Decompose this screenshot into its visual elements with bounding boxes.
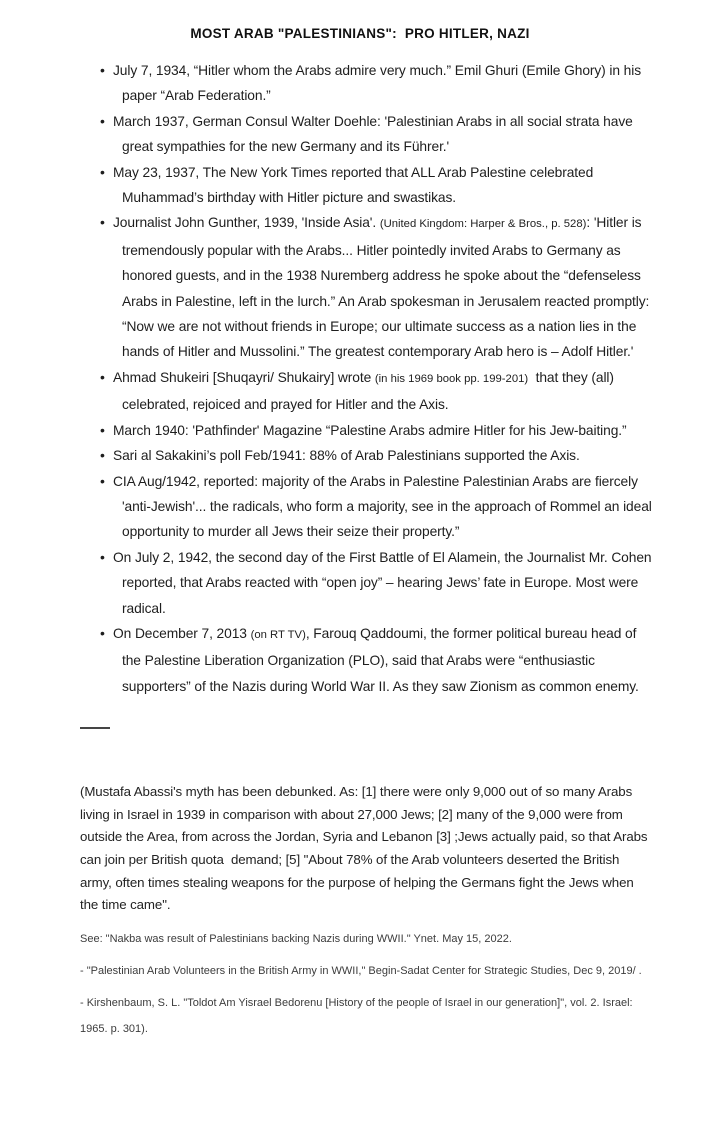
bullet-text: that they (all) celebrated, rejoiced and prayed for Hitler and the Axis. — [122, 369, 618, 413]
bullet-icon: • — [100, 214, 105, 231]
reference-item: See: "Nakba was result of Palestinians backing Nazis during WWII." Ynet. May 15, 2022. — [80, 932, 512, 945]
bullet-text: CIA Aug/1942, reported: majority of the Arabs in Palestine Palestinian Arabs are fiercely 'anti-Jewish'... the radicals, who form a majority, see in the approach of Rommel an ideal opportunity to murder all Jews their seize their property.” — [113, 473, 656, 540]
bullet-text: March 1940: 'Pathfinder' Magazine “Palestine Arabs admire Hitler for his Jew-baiting.” — [113, 422, 627, 438]
bullet-icon: • — [100, 62, 105, 78]
bullet-text: May 23, 1937, The New York Times reported that ALL Arab Palestine celebrated Muhammad’s birthday with Hitler picture and swastikas. — [113, 164, 597, 206]
bullet-text: On December 7, 2013 — [113, 625, 251, 641]
list-item — [100, 365, 656, 418]
list-item — [100, 160, 656, 211]
list-item — [100, 210, 656, 364]
bullet-text: Journalist John Gunther, 1939, 'Inside Asia'. — [113, 215, 380, 231]
bullet-icon: • — [100, 163, 105, 180]
bullet-text: Ahmad Shukeiri [Shuqayri/ Shukairy] wrote — [113, 369, 375, 385]
citation-note: (United Kingdom: Harper & Bros., p. 528) — [379, 218, 587, 231]
reference-item: - "Palestinian Arab Volunteers in the British Army in WWII," Begin-Sadat Center for Strategic Studies, Dec 9, 2019/ . — [80, 964, 642, 977]
references — [80, 926, 650, 1042]
debunk-paragraph: (Mustafa Abassi's myth has been debunked. As: [1] there were only 9,000 out of so many Arabs living in Israel in 1939 in comparison with about 27,000 Jews; [2] many of the 9,000 were from outside the Area, from across the Jordan, Syria and Lebanon [3] ;Jews actually paid, so that Arabs can join per British quota demand; [5] "About 78% of the Arab volunteers deserted the British army, often times stealing weapons for the purpose of helping the Germans fight the Jews when the time came". — [80, 784, 652, 913]
list-item — [100, 621, 656, 699]
reference-item: - Kirshenbaum, S. L. "Toldot Am Yisrael Bedorenu [History of the people of Israel in our generation]", vol. 2. Israel: 1965. p. 301). — [80, 996, 636, 1035]
citation-note: (in his 1969 book pp. 199-201) — [374, 372, 529, 385]
bullet-text: March 1937, German Consul Walter Doehle: 'Palestinian Arabs in all social strata have great sympathies for the new Germany and its Führer.' — [113, 113, 637, 155]
bullet-text: , Farouq Qaddoumi, the former political bureau head of the Palestine Liberation Organization (PLO), said that Arabs were “enthusiastic supporters” of the Nazis during World War II. As they saw Zionism as common enemy. — [122, 625, 641, 694]
list-item — [100, 545, 656, 621]
list-item — [100, 418, 656, 443]
bullet-text: Sari al Sakakini’s poll Feb/1941: 88% of Arab Palestinians supported the Axis. — [113, 448, 580, 464]
bullet-text: On July 2, 1942, the second day of the First Battle of El Alamein, the Journalist Mr. Cohen reported, that Arabs reacted with “open joy” – hearing Jews’ fate in Europe. Most were radical. — [113, 549, 656, 616]
list-item — [100, 443, 656, 468]
bullet-icon: • — [100, 368, 105, 385]
list-item — [100, 58, 656, 109]
citation-note: (on RT TV) — [250, 628, 306, 641]
list-item — [100, 109, 656, 160]
bullet-icon: • — [100, 548, 105, 565]
bullet-icon: • — [100, 112, 105, 129]
bullet-icon: • — [100, 421, 105, 438]
bullet-list — [100, 58, 656, 699]
bullet-text: : 'Hitler is tremendously popular with the Arabs... Hitler pointedly invited Arabs to Germany as honored guests, and in the 1938 Nuremberg address he spoke about the “defenseless Arabs in Palestine, left in the lurch.” An Arab spokesman in Jerusalem reacted promptly: “Now we are not without friends in Europe; our ultimate success as a nation lies in the hands of Hitler and Mussolini.” The greatest contemporary Arab hero is – Adolf Hitler.' — [122, 215, 653, 360]
bullet-icon: • — [100, 472, 105, 489]
footnote-divider — [80, 727, 110, 729]
bullet-icon: • — [100, 447, 105, 464]
page-title: MOST ARAB "PALESTINIANS": PRO HITLER, NAZI — [190, 26, 530, 41]
bullet-icon: • — [100, 624, 105, 641]
bullet-text: July 7, 1934, “Hitler whom the Arabs admire very much.” Emil Ghuri (Emile Ghory) in his paper “Arab Federation.” — [113, 63, 645, 104]
list-item — [100, 469, 656, 545]
